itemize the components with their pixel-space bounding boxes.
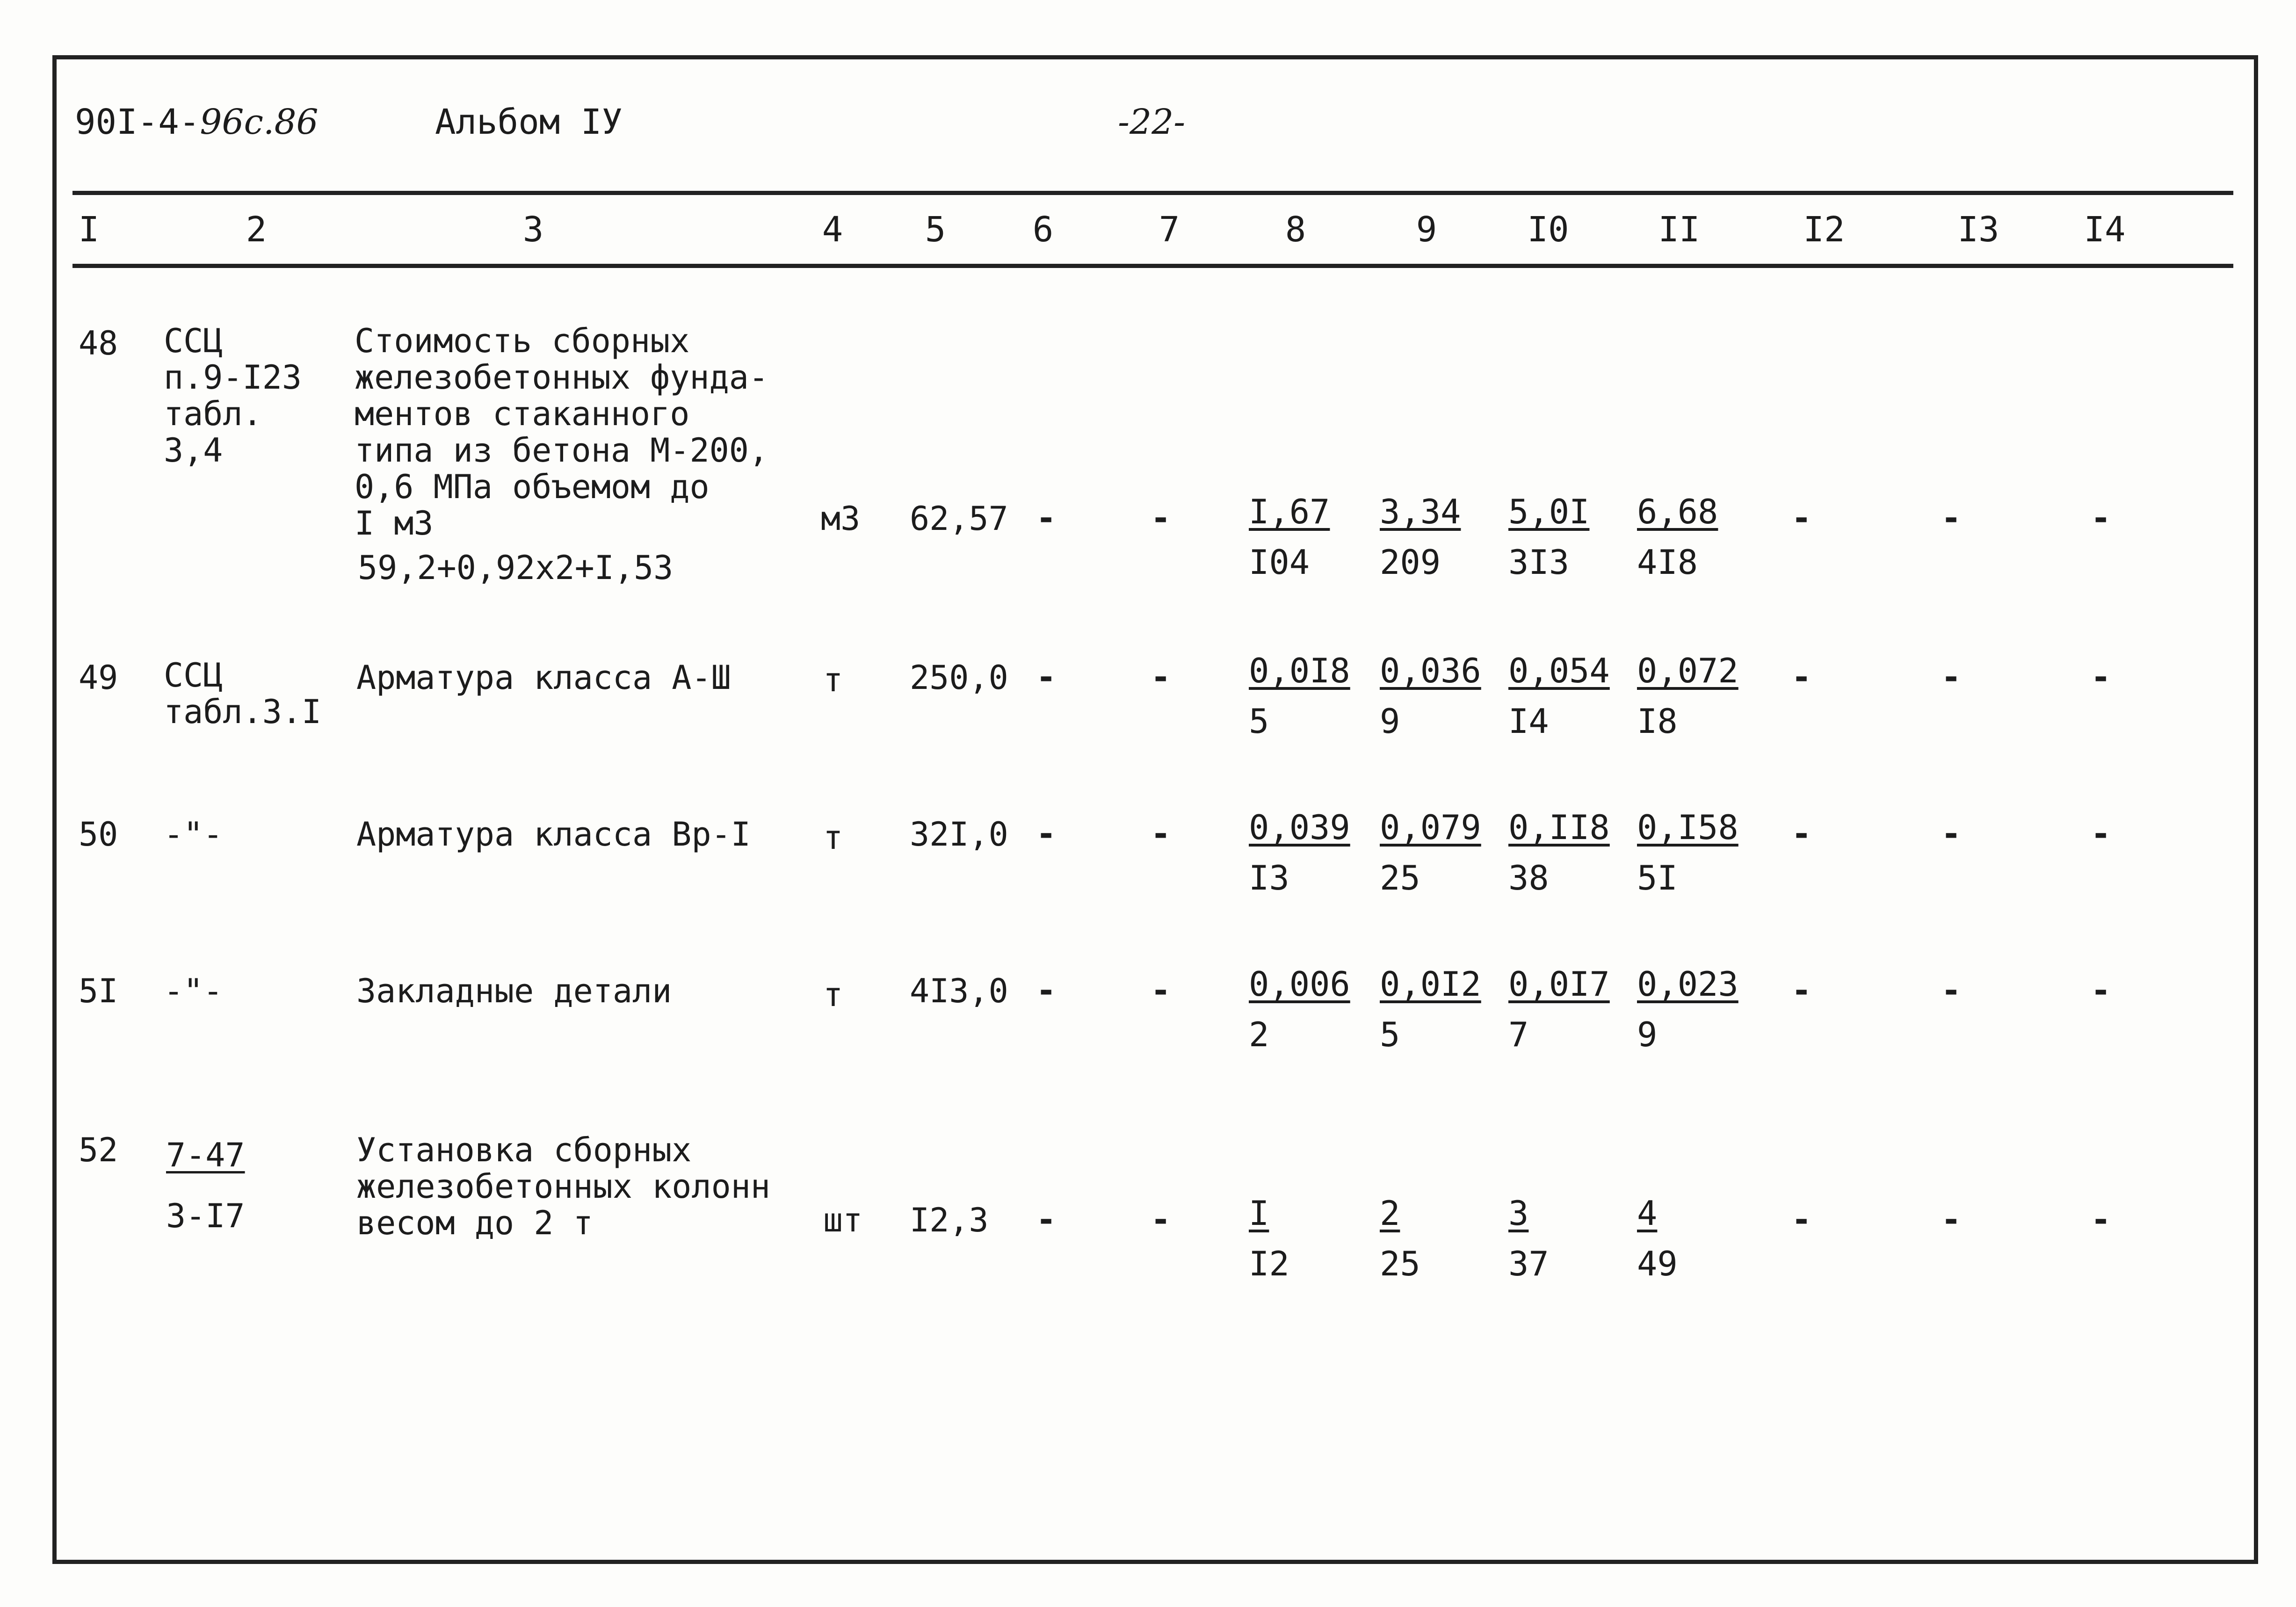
value-fraction — [1637, 802, 1738, 903]
reference-cell — [164, 816, 223, 853]
description-cell — [356, 816, 751, 853]
description-cell — [356, 1132, 770, 1241]
empty-dash: - — [1151, 498, 1171, 537]
value-fraction — [1249, 645, 1350, 746]
fraction-top: 3,34 — [1380, 492, 1461, 531]
price-cell: I2,3 — [910, 1201, 989, 1239]
column-number: II — [1658, 210, 1700, 250]
fraction-top: 0,II8 — [1508, 808, 1610, 847]
row-number: 50 — [79, 815, 118, 854]
unit-cell: т — [823, 661, 843, 699]
description-line: I м3 — [355, 504, 434, 543]
empty-dash: - — [1036, 970, 1057, 1010]
column-number: I0 — [1527, 210, 1569, 250]
fraction-top: 0,I58 — [1637, 808, 1738, 847]
column-number: I4 — [2084, 210, 2126, 250]
fraction-top: 2 — [1380, 1194, 1400, 1233]
value-fraction — [1249, 959, 1350, 1060]
value-fraction — [1249, 486, 1330, 587]
reference-line: ССЦ — [164, 322, 223, 360]
value-fraction — [1380, 486, 1461, 587]
unit-cell: т — [823, 976, 843, 1014]
empty-dash: - — [1151, 657, 1171, 696]
column-number: 9 — [1416, 210, 1437, 250]
column-number: 4 — [822, 210, 843, 250]
empty-dash: - — [1151, 814, 1171, 853]
value-fraction — [1508, 802, 1610, 903]
fraction-top: 0,072 — [1637, 651, 1738, 690]
column-number: 2 — [246, 210, 267, 250]
value-fraction — [1380, 959, 1481, 1060]
reference-line: табл. — [164, 395, 262, 433]
document-code — [75, 102, 319, 142]
header-rule-top — [72, 191, 2233, 195]
row-number: 49 — [79, 659, 118, 697]
reference-cell — [164, 323, 302, 469]
description-line: Арматура класса Вр-I — [356, 815, 751, 854]
value-fraction — [1637, 959, 1738, 1060]
value-fraction — [1508, 645, 1610, 746]
fraction-bottom: 5 — [1380, 1015, 1400, 1054]
fraction-bottom: 9 — [1380, 702, 1400, 741]
description-line: 0,6 МПа объемом до — [355, 468, 710, 506]
reference-cell — [164, 657, 321, 730]
value-fraction — [1637, 645, 1738, 746]
price-cell: 250,0 — [910, 659, 1008, 697]
empty-dash: - — [1941, 970, 1962, 1010]
description-line: типа из бетона М-200, — [355, 431, 769, 470]
empty-dash: - — [1036, 1200, 1057, 1239]
empty-dash: - — [1791, 970, 1812, 1010]
column-number: I — [78, 210, 100, 250]
reference-line: 3,4 — [164, 431, 223, 470]
fraction-top: 0,054 — [1508, 651, 1610, 690]
empty-dash: - — [1941, 657, 1962, 696]
fraction-top: 0,0I7 — [1508, 964, 1610, 1004]
value-fraction — [1637, 1188, 1678, 1289]
fraction-bottom: 37 — [1508, 1244, 1549, 1283]
description-line: Закладные детали — [356, 972, 672, 1010]
unit-cell: шт — [823, 1201, 863, 1239]
description-line: железобетонных фунда- — [355, 358, 769, 397]
price-cell: 4I3,0 — [910, 972, 1008, 1010]
row-number: 48 — [79, 324, 118, 362]
value-fraction — [1508, 1188, 1549, 1289]
empty-dash: - — [1941, 498, 1962, 537]
fraction-top: 0,023 — [1637, 964, 1738, 1004]
fraction-bottom: 7 — [1508, 1015, 1529, 1054]
price-formula: 59,2+0,92х2+I,53 — [358, 549, 674, 587]
fraction-top: 0,0I2 — [1380, 964, 1481, 1004]
fraction-top: I — [1249, 1194, 1269, 1233]
fraction-bottom: 49 — [1637, 1244, 1678, 1283]
value-fraction — [1508, 959, 1610, 1060]
empty-dash: - — [1036, 657, 1057, 696]
fraction-top: 3 — [1508, 1194, 1529, 1233]
empty-dash: - — [1036, 498, 1057, 537]
empty-dash: - — [1791, 814, 1812, 853]
empty-dash: - — [1941, 814, 1962, 853]
fraction-top: 0,079 — [1380, 808, 1481, 847]
description-cell — [356, 659, 731, 696]
column-number: 8 — [1285, 210, 1306, 250]
column-number: I2 — [1803, 210, 1845, 250]
header-rule-bottom — [72, 264, 2233, 268]
fraction-top: 5,0I — [1508, 492, 1590, 531]
column-number: 3 — [522, 210, 544, 250]
reference-line: -"- — [164, 972, 223, 1010]
reference-line: табл.3.I — [164, 693, 322, 731]
column-number: 7 — [1159, 210, 1180, 250]
fraction-bottom: 4I8 — [1637, 543, 1698, 582]
reference-line: -"- — [164, 815, 223, 854]
fraction-top: 0,039 — [1249, 808, 1350, 847]
page-frame — [52, 55, 2258, 1564]
empty-dash: - — [1036, 814, 1057, 853]
fraction-top: 0,036 — [1380, 651, 1481, 690]
fraction-bottom: 25 — [1380, 858, 1420, 898]
fraction-top: I,67 — [1249, 492, 1330, 531]
fraction-top: 0,0I8 — [1249, 651, 1350, 690]
reference-line: п.9-I23 — [164, 358, 302, 397]
description-cell — [356, 973, 672, 1009]
reference-cell — [166, 1125, 245, 1246]
fraction-bottom: 38 — [1508, 858, 1549, 898]
description-line: весом до 2 т — [356, 1204, 593, 1242]
value-fraction — [1508, 486, 1589, 587]
description-line: ментов стаканного — [355, 395, 690, 433]
price-cell: 32I,0 — [910, 815, 1008, 854]
fraction-bottom: 25 — [1380, 1244, 1420, 1283]
description-line: Стоимость сборных — [355, 322, 690, 360]
unit-cell: м3 — [821, 499, 861, 538]
empty-dash: - — [1791, 1200, 1812, 1239]
value-fraction — [1637, 486, 1718, 587]
empty-dash: - — [2091, 498, 2111, 537]
empty-dash: - — [1151, 1200, 1171, 1239]
album-label: Альбом IУ — [435, 102, 623, 142]
page-number: -22- — [1118, 102, 1186, 142]
empty-dash: - — [1151, 970, 1171, 1010]
column-number: I3 — [1957, 210, 1999, 250]
reference-cell — [164, 973, 223, 1009]
description-line: Установка сборных — [356, 1131, 692, 1169]
fraction-bottom: I3 — [1249, 858, 1289, 898]
value-fraction — [1380, 645, 1481, 746]
empty-dash: - — [1941, 1200, 1962, 1239]
fraction-top: 0,006 — [1249, 964, 1350, 1004]
reference-line: 3-I7 — [166, 1197, 245, 1235]
fraction-bottom: 9 — [1637, 1015, 1658, 1054]
fraction-bottom: I8 — [1637, 702, 1678, 741]
reference-line: 7-47 — [166, 1136, 245, 1174]
column-number: 5 — [925, 210, 946, 250]
price-cell: 62,57 — [910, 499, 1008, 538]
empty-dash: - — [2091, 1200, 2111, 1239]
document-code-handwritten: 96с.86 — [200, 102, 319, 142]
value-fraction — [1249, 1188, 1289, 1289]
fraction-bottom: 5I — [1637, 858, 1678, 898]
fraction-bottom: I04 — [1249, 543, 1310, 582]
fraction-top: 6,68 — [1637, 492, 1718, 531]
empty-dash: - — [2091, 970, 2111, 1010]
row-number: 52 — [79, 1131, 118, 1169]
description-line: железобетонных колонн — [356, 1167, 771, 1206]
value-fraction — [1380, 1188, 1420, 1289]
empty-dash: - — [1791, 657, 1812, 696]
empty-dash: - — [1791, 498, 1812, 537]
reference-line: ССЦ — [164, 656, 223, 695]
description-line: Арматура класса А-Ш — [356, 659, 731, 697]
row-number: 5I — [79, 972, 118, 1010]
unit-cell: т — [823, 818, 843, 857]
fraction-bottom: 209 — [1380, 543, 1441, 582]
column-number: 6 — [1032, 210, 1054, 250]
fraction-bottom: I2 — [1249, 1244, 1289, 1283]
description-cell — [355, 323, 768, 542]
value-fraction — [1249, 802, 1350, 903]
fraction-bottom: 3I3 — [1508, 543, 1570, 582]
empty-dash: - — [2091, 657, 2111, 696]
empty-dash: - — [2091, 814, 2111, 853]
fraction-top: 4 — [1637, 1194, 1658, 1233]
document-code-printed: 90I-4- — [75, 102, 200, 142]
value-fraction — [1380, 802, 1481, 903]
fraction-bottom: 5 — [1249, 702, 1269, 741]
fraction-bottom: 2 — [1249, 1015, 1269, 1054]
fraction-bottom: I4 — [1508, 702, 1549, 741]
